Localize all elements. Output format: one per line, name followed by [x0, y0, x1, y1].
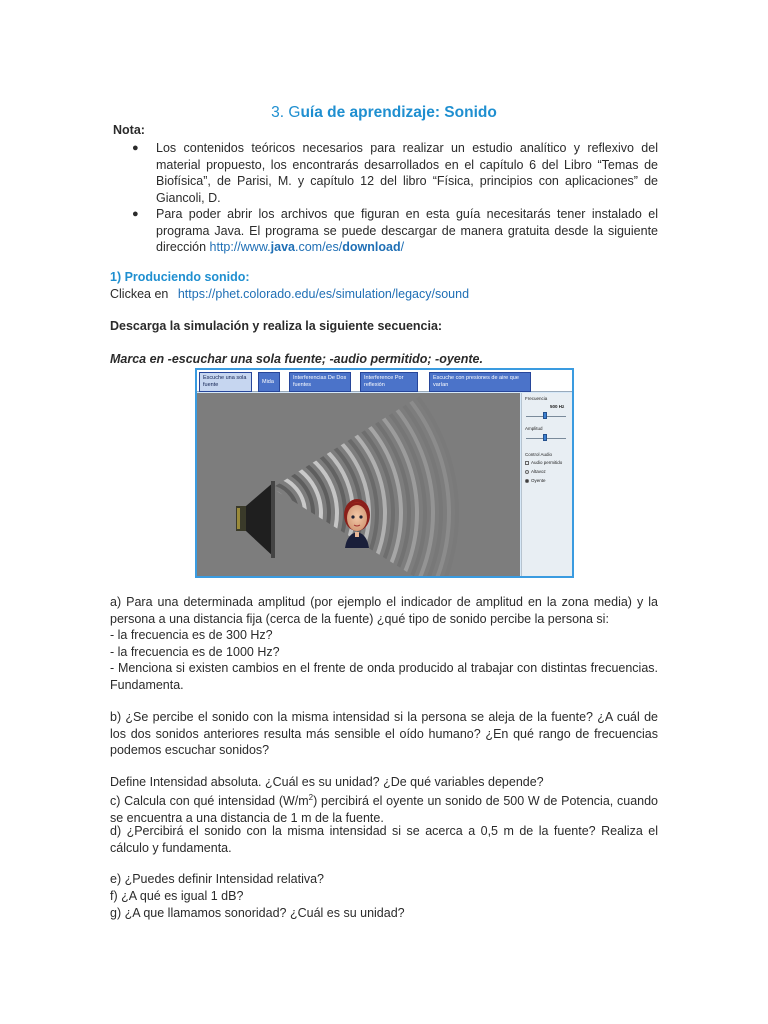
frecuencia-label: Frecuencia: [525, 396, 548, 401]
sim-control-panel: [521, 393, 572, 578]
marca-instruction: Marca en -escuchar una sola fuente; -audio permitido; -oyente.: [110, 352, 483, 366]
control-audio-label: Control Audio: [525, 452, 553, 457]
question-f: f) ¿A qué es igual 1 dB?: [110, 889, 244, 903]
question-a-line: a) Para una determinada amplitud (por ejemplo el indicador de amplitud en la zona media) y la persona a una distancia fija (cerca de la fuente) ¿qué tipo de sonido percibe la persona si:: [110, 595, 658, 626]
tab-presiones-aire[interactable]: Escuche con presiones de aire que varían: [429, 372, 531, 392]
phet-link[interactable]: https://phet.colorado.edu/es/simulation/legacy/sound: [177, 287, 470, 301]
listener-avatar-icon: [344, 499, 370, 548]
section-title: 1) Produciendo sonido:: [110, 270, 250, 284]
oyente-radio[interactable]: Oyente: [525, 478, 546, 483]
bullet-text: Los contenidos teóricos necesarios para realizar un estudio analítico y reflexivo del material propuesto, los encontrarás desarrollados en el capítulo 6 del Libro “Temas de Biofísica”, de Parisi, M. y capítulo 12 del libro “Física, principios con aplicaciones” de Giancoli, D.: [156, 141, 658, 205]
clickea-line: [110, 287, 469, 301]
clickea-label: Clickea en: [110, 287, 169, 301]
bullet-item: [132, 140, 658, 206]
question-a-line: - la frecuencia es de 1000 Hz?: [110, 644, 280, 659]
question-e: e) ¿Puedes definir Intensidad relativa?: [110, 872, 325, 886]
bullet-dot-icon: ●: [132, 208, 139, 220]
sim-tab-bar: [197, 370, 572, 392]
tab-mida[interactable]: Mida: [258, 372, 280, 392]
frecuencia-value: 500 Hz: [550, 404, 565, 409]
tab-interferencias-dos-fuentes[interactable]: Interferencias De Dos fuentes: [289, 372, 351, 392]
checkbox-icon[interactable]: [525, 461, 529, 465]
wave-field: [197, 393, 520, 578]
page-title: [0, 104, 768, 122]
sim-wave-canvas: [197, 393, 520, 578]
bullet-item: [132, 206, 658, 256]
define-intensidad: Define Intensidad absoluta. ¿Cuál es su unidad? ¿De qué variables depende?: [110, 775, 544, 789]
tab-interference-reflexion[interactable]: Interference Por reflexión: [360, 372, 418, 392]
frecuencia-slider-knob[interactable]: [543, 412, 547, 419]
nota-label: Nota:: [113, 123, 145, 137]
simulation-screenshot: [195, 368, 574, 578]
question-a: [110, 594, 658, 693]
descarga-instruction: Descarga la simulación y realiza la siguiente secuencia:: [110, 319, 443, 333]
audio-permitido-checkbox[interactable]: Audio permitido: [525, 460, 562, 465]
nota-bullet-list: [132, 140, 658, 256]
radio-selected-icon[interactable]: [525, 479, 529, 483]
tab-escuche-una-sola-fuente[interactable]: Escuche una sola fuente: [199, 372, 252, 392]
question-d: d) ¿Percibirá el sonido con la misma intensidad si se acerca a 0,5 m de la fuente? Realiza el cálculo y fundamenta.: [110, 824, 658, 855]
question-a-line: - Menciona si existen cambios en el frente de onda producido al trabajar con distintas frecuencias. Fundamenta.: [110, 661, 658, 692]
altavoz-radio[interactable]: Altavoz: [525, 469, 546, 474]
question-a-line: - la frecuencia es de 300 Hz?: [110, 628, 273, 642]
question-b: b) ¿Se percibe el sonido con la misma intensidad si la persona se aleja de la fuente? ¿A cuál de los dos sonidos anteriores resulta más sensible el oído humano? ¿En qué rango de frecuencias podemos escuchar sonidos?: [110, 710, 658, 757]
amplitud-label: Amplitud: [525, 426, 543, 431]
title-number: 3. G: [271, 104, 301, 121]
question-c: c) Calcula con qué intensidad $(W/m^2)$ percibirá el oyente un sonido de 500 W de Potencia, cuando se encuentra a una distancia de 1 m de la fuente.: [110, 793, 658, 825]
amplitud-slider-knob[interactable]: [543, 434, 547, 441]
bullet-text: Para poder abrir los archivos que figuran en esta guía necesitarás tener instalado el programa Java. El programa se puede descargar de manera gratuita desde la siguiente dirección: [156, 207, 658, 254]
java-download-link[interactable]: http://www.java.com/es/download/: [209, 240, 405, 254]
bullet-dot-icon: ●: [132, 142, 139, 154]
question-g: g) ¿A que llamamos sonoridad? ¿Cuál es su unidad?: [110, 906, 405, 920]
radio-icon[interactable]: [525, 470, 529, 474]
title-rest: uía de aprendizaje: Sonido: [300, 104, 497, 121]
